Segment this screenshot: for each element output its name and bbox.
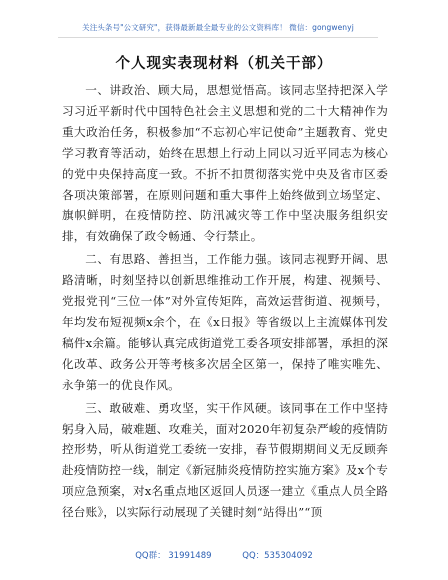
document-body xyxy=(62,80,388,525)
top-banner: 关注头条号"公文研究"，获得最新最全最专业的公文资料库！ 微信：gongwenyj xyxy=(58,22,378,38)
footer-qq: QQ：535304092 xyxy=(242,551,313,561)
paragraph-1: 一、讲政治、顾大局，思想觉悟高。该同志坚持把深入学习习近平新时代中国特色社会主义思想和党的二十大精神作为重大政治任务，积极参加“不忘初心牢记使命”主题教育、党史学习教育等活动，始终在思想上行动上同以习近平同志为核心的党中央保持高度一致。不折不扣贯彻落实党中央及省市区委各项决策部署，在原则问题和重大事件上始终做到立场坚定、旗帜鲜明，在疫情防控、防汛减灾等工作中坚决服务组织安排，有效确保了政令畅通、令行禁止。 xyxy=(62,83,388,244)
footer-contact xyxy=(0,549,448,561)
footer-qq-group: QQ群： 31991489 xyxy=(135,551,212,561)
document-title: 个人现实表现材料（机关干部） xyxy=(115,56,333,72)
paragraph-2: 二、有思路、善担当，工作能力强。该同志视野开阔、思路清晰，时刻坚持以创新思维推动工作开展，构建、视频号、党报党刊“三位一体”对外宣传矩阵，高效运营街道、视频号，年均发布短视频x余个，在《x日报》等省级以上主流媒体刊发稿件x余篇。能够认真完成街道党工委各项安排部署，承担的深化改革、政务公开等考核多次居全区第一，保持了唯实唯先、永争第一的优良作风。 xyxy=(62,252,388,392)
paragraph-3: 三、敢破难、勇攻坚，实干作风硬。该同事在工作中坚持躬身入局，破难题、攻难关，面对2020年初复杂严峻的疫情防控形势，听从街道党工委统一安排，春节假期期间义无反顾奔赴疫情防控一线，制定《新冠肺炎疫情防控实施方案》及x个专项应急预案，对x名重点地区返回人员逐一建立《重点人员全路径台账》，以实际行动展现了关键时刻“站得出”“顶 xyxy=(62,400,388,520)
